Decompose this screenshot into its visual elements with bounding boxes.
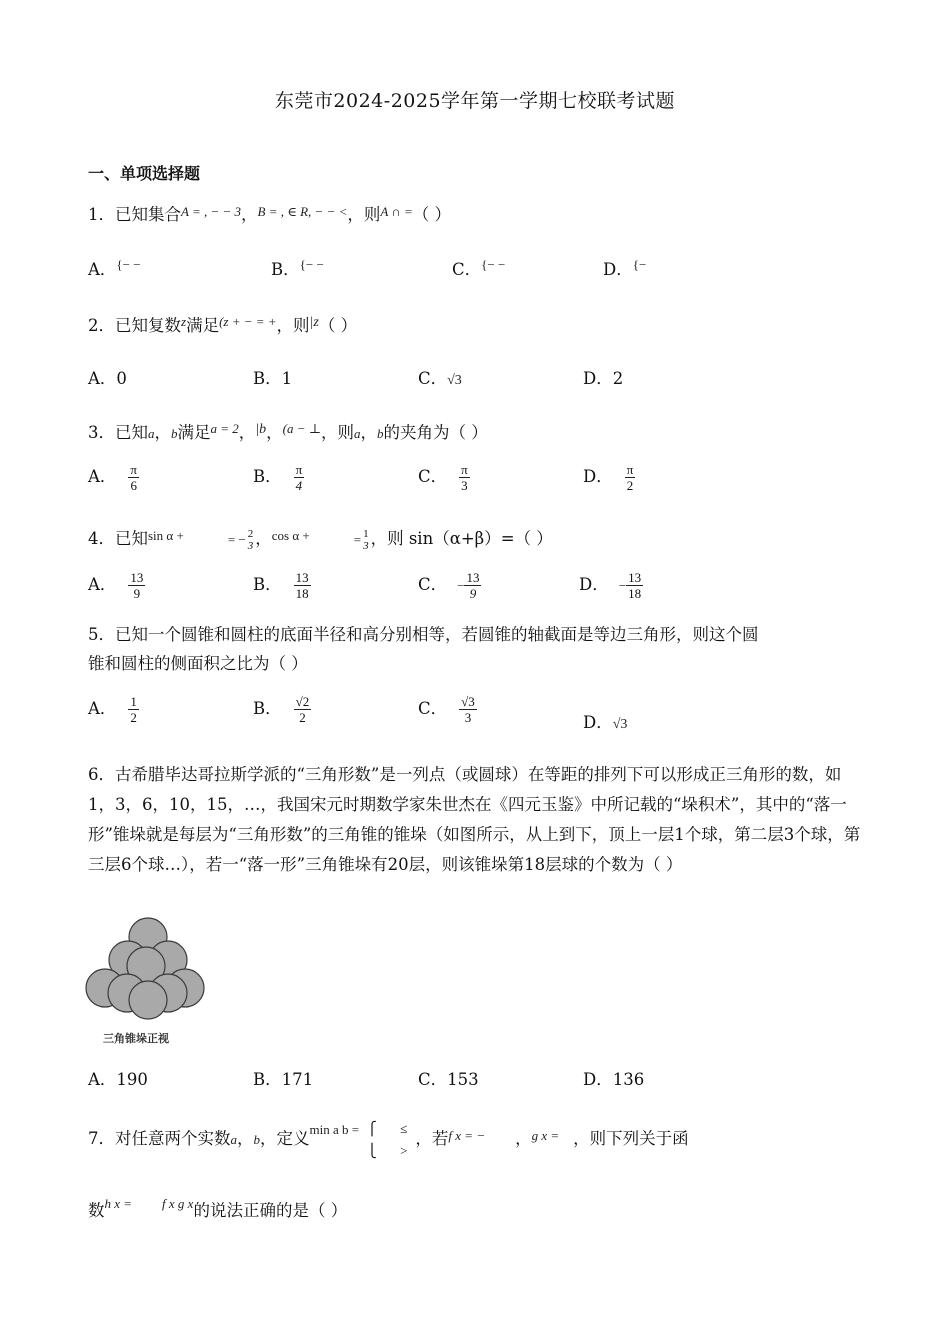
option-label: A． xyxy=(88,575,117,594)
option-label: A． xyxy=(88,467,117,486)
q6-option-a[interactable] xyxy=(88,1066,148,1090)
q3-sep: ， xyxy=(238,423,256,442)
q1-set-b: B = , ∈ R, − − < xyxy=(257,204,348,219)
fraction xyxy=(464,570,481,601)
denominator: 18 xyxy=(628,586,642,601)
option-label: A． xyxy=(88,369,117,388)
q4-prefix: 4．已知 xyxy=(88,529,148,548)
q7-line2-tail: 的说法正确的是（ ） xyxy=(193,1201,348,1220)
q3-then: ，则 xyxy=(320,423,354,442)
q3-sep: ， xyxy=(154,423,171,442)
numerator: 2 xyxy=(247,527,254,540)
denominator: 3 xyxy=(247,539,254,552)
ball-pile xyxy=(86,918,204,1019)
option-value: {− − xyxy=(481,257,506,272)
q1-paren: （ ） xyxy=(412,205,452,224)
option-value: {− − xyxy=(116,257,141,272)
option-value: 171 xyxy=(281,1070,314,1089)
q4-option-b[interactable] xyxy=(253,570,311,601)
option-label: A． xyxy=(88,1070,117,1089)
q1-prefix: 1．已知集合 xyxy=(88,205,181,224)
q2-then: ，则 xyxy=(276,316,310,335)
question-3 xyxy=(88,415,488,448)
q6-option-b[interactable] xyxy=(253,1066,313,1090)
q7-sep: ， xyxy=(237,1129,254,1148)
option-label: A． xyxy=(88,260,117,279)
option-value: {− − xyxy=(299,257,324,272)
option-value: 190 xyxy=(116,1070,148,1089)
numerator: π xyxy=(295,462,303,477)
fraction xyxy=(625,462,636,493)
numerator: 13 xyxy=(130,570,144,585)
q3-b: b xyxy=(376,426,384,441)
q5-option-c[interactable] xyxy=(418,694,477,725)
q2-option-c[interactable] xyxy=(418,365,462,389)
option-label: D． xyxy=(579,575,609,594)
piecewise-row: ⎧ ≤ xyxy=(367,1120,408,1136)
option-label: D． xyxy=(583,1070,613,1089)
q1-expr: A ∩ = xyxy=(380,204,413,219)
denominator: 3 xyxy=(363,539,369,552)
q5-option-a[interactable] xyxy=(88,694,139,725)
q7-b: b xyxy=(253,1132,260,1147)
page-title: 东莞市2024-2025学年第一学期七校联考试题 xyxy=(274,90,676,112)
minus-sign: − xyxy=(618,578,627,593)
numerator: π xyxy=(130,462,137,477)
q5-option-d[interactable] xyxy=(583,709,627,733)
numerator: 13 xyxy=(295,570,309,585)
denominator: 4 xyxy=(295,478,303,493)
numerator: 13 xyxy=(466,570,480,585)
option-value: 2 xyxy=(612,369,624,388)
q2-paren: （ ） xyxy=(318,316,358,335)
q4-then: ，则 sin（α+β）=（ ） xyxy=(370,529,553,548)
q7-g-expr: g x = xyxy=(531,1128,560,1143)
q7-prefix: 7．对任意两个实数 xyxy=(88,1129,231,1148)
option-label: C． xyxy=(418,369,448,388)
q2-abs: |z xyxy=(309,315,319,330)
q3-option-d[interactable] xyxy=(583,462,635,493)
option-label: D． xyxy=(583,713,613,732)
q3-a: a xyxy=(148,426,155,441)
option-label: B． xyxy=(253,369,282,388)
denominator: 2 xyxy=(299,710,306,725)
q7-piecewise xyxy=(367,1118,407,1162)
option-value: 153 xyxy=(447,1070,479,1089)
q1-option-c[interactable] xyxy=(452,256,505,280)
q2-prefix: 2．已知复数 xyxy=(88,316,181,335)
q4-option-a[interactable] xyxy=(88,570,145,601)
q2-z: z xyxy=(181,314,187,329)
q2-condition: (z + − = + xyxy=(219,314,277,329)
q5-line-1: 5．已知一个圆锥和圆柱的底面半径和高分别相等，若圆锥的轴截面是等边三角形，则这个圆 xyxy=(88,625,759,644)
q4-option-c[interactable] xyxy=(418,570,481,601)
option-label: C． xyxy=(418,699,448,718)
figure-caption: 三角锥垛正视 xyxy=(103,1032,169,1045)
numerator: √3 xyxy=(461,694,475,709)
q3-cond-1: a = 2 xyxy=(210,421,239,436)
fraction xyxy=(128,694,139,725)
numerator: 1 xyxy=(363,527,369,540)
fraction xyxy=(459,694,477,725)
option-label: B． xyxy=(253,575,282,594)
ball xyxy=(129,981,167,1019)
q7-h-expr: h x = xyxy=(104,1196,133,1211)
q3-sep: ， xyxy=(266,423,283,442)
denominator: 9 xyxy=(133,586,141,601)
q6-option-d[interactable] xyxy=(583,1066,644,1090)
q3-b: b xyxy=(171,426,178,441)
fraction xyxy=(294,694,312,725)
q6-text: 6．古希腊毕达哥拉斯学派的“三角形数”是一列点（或圆球）在等距的排列下可以形成正三角形的数，如1，3，6，10，15，…，我国宋元时期数学家朱世杰在《四元玉鉴》中所记载的“垛积术”，其中的“落一形”锥垛就是每层为“三角形数”的三角锥的锥垛（如图所示，从上到下，顶上一层1个球，第二层3个球，第三层6个球…），若一“落一形”三角锥垛有20层，则该锥垛第18层球的个数为（ ） xyxy=(88,765,861,874)
q4-frac-2 xyxy=(361,528,371,552)
q5-line-2: 锥和圆柱的侧面积之比为（ ） xyxy=(88,654,308,673)
q3-sep: ， xyxy=(360,423,377,442)
q7-define: ，定义 xyxy=(260,1129,310,1148)
fraction xyxy=(459,462,470,493)
q4-cos-expr: cos α + xyxy=(271,528,310,543)
option-label: D． xyxy=(583,369,613,388)
option-value: √3 xyxy=(612,717,628,732)
piecewise-row: ⎩ > xyxy=(367,1142,408,1158)
q2-option-a[interactable] xyxy=(88,365,127,389)
q3-prefix: 3．已知 xyxy=(88,423,148,442)
q7-fg-expr: f x g x xyxy=(162,1196,194,1211)
option-value: √3 xyxy=(447,373,462,388)
q3-option-b[interactable] xyxy=(253,462,304,493)
option-value: 136 xyxy=(612,1070,645,1089)
fraction xyxy=(294,462,305,493)
option-label: D． xyxy=(603,260,633,279)
q1-option-a[interactable] xyxy=(88,256,141,280)
q4-sin-expr: sin α + xyxy=(148,528,184,543)
minus-sign: − xyxy=(457,578,465,593)
option-label: C． xyxy=(418,1070,448,1089)
option-label: A． xyxy=(88,699,117,718)
numerator: π xyxy=(461,462,468,477)
option-value: 1 xyxy=(281,369,293,388)
question-2 xyxy=(88,308,357,340)
denominator: 18 xyxy=(295,586,309,601)
q4-eq-2: = xyxy=(353,532,362,547)
q4-frac-1 xyxy=(246,528,256,552)
option-label: D． xyxy=(583,467,613,486)
q7-line2-prefix: 数 xyxy=(88,1201,105,1220)
q1-option-d[interactable] xyxy=(603,256,646,280)
fraction xyxy=(128,462,139,493)
q7-f-expr: f x = − xyxy=(448,1128,486,1143)
numerator: 13 xyxy=(628,570,642,585)
numerator: √2 xyxy=(295,694,310,709)
option-label: C． xyxy=(418,575,448,594)
denominator: 3 xyxy=(461,478,468,493)
q3-cond-3: (a − ⊥ xyxy=(282,421,321,436)
question-7: 7．对任意两个实数a，b，定义$^{min a b =}$ ⎧ ≤ ⎩ > ，若$^{f x = -}$ ，$^{g x =}$ ，则下列关于函 xyxy=(88,1116,689,1162)
q4-option-d[interactable] xyxy=(579,570,643,601)
q7-min-expr: min a b = xyxy=(309,1122,360,1137)
fraction xyxy=(294,570,311,601)
q3-tail: 的夹角为（ ） xyxy=(383,423,488,442)
option-value: 0 xyxy=(116,369,127,388)
q3-mid: 满足 xyxy=(177,423,211,442)
gt-sign: > xyxy=(400,1142,408,1158)
denominator: 3 xyxy=(464,710,472,725)
q5-option-b[interactable] xyxy=(253,694,311,725)
q6-option-c[interactable] xyxy=(418,1066,479,1090)
ball-pile-figure xyxy=(80,910,215,1050)
q7-if: ，若 xyxy=(415,1129,449,1148)
le-sign: ≤ xyxy=(400,1120,408,1136)
q7-line-2 xyxy=(88,1190,347,1225)
denominator: 2 xyxy=(130,710,137,725)
q3-option-a[interactable] xyxy=(88,462,139,493)
q2-option-d[interactable] xyxy=(583,365,623,389)
q2-mid: 满足 xyxy=(186,316,220,335)
q1-comma: ， xyxy=(241,205,258,224)
q1-then: ，则 xyxy=(347,205,381,224)
question-4: 4．已知$^{sin \alpha +}$ = − 2 3 ，$^{cos \alpha +}$ = 1 3 ，则 sin（α+β）=（ ） xyxy=(88,527,553,552)
q3-a: a xyxy=(353,426,361,441)
option-label: C． xyxy=(418,467,448,486)
section-heading: 一、单项选择题 xyxy=(88,164,201,183)
fraction xyxy=(128,570,145,601)
denominator: 6 xyxy=(130,478,137,493)
option-label: B． xyxy=(271,260,300,279)
option-label: B． xyxy=(253,699,282,718)
numerator: π xyxy=(626,462,634,477)
option-value: {− xyxy=(632,257,647,272)
numerator: 1 xyxy=(130,694,137,709)
fraction xyxy=(626,570,643,601)
option-label: B． xyxy=(253,1070,282,1089)
denominator: 2 xyxy=(626,478,634,493)
q7-tail: ，则下列关于函 xyxy=(573,1129,689,1148)
q2-option-b[interactable] xyxy=(253,365,292,389)
q3-option-c[interactable] xyxy=(418,462,470,493)
q1-option-b[interactable] xyxy=(271,256,324,280)
q3-cond-2: |b xyxy=(255,422,267,437)
q4-eq-1: = − xyxy=(227,532,246,547)
denominator: 9 xyxy=(469,586,477,601)
question-1 xyxy=(88,198,451,229)
option-label: B． xyxy=(253,467,282,486)
q1-set-a: A = , − − 3 xyxy=(181,204,242,219)
q7-a: a xyxy=(230,1132,237,1147)
option-label: C． xyxy=(452,260,482,279)
